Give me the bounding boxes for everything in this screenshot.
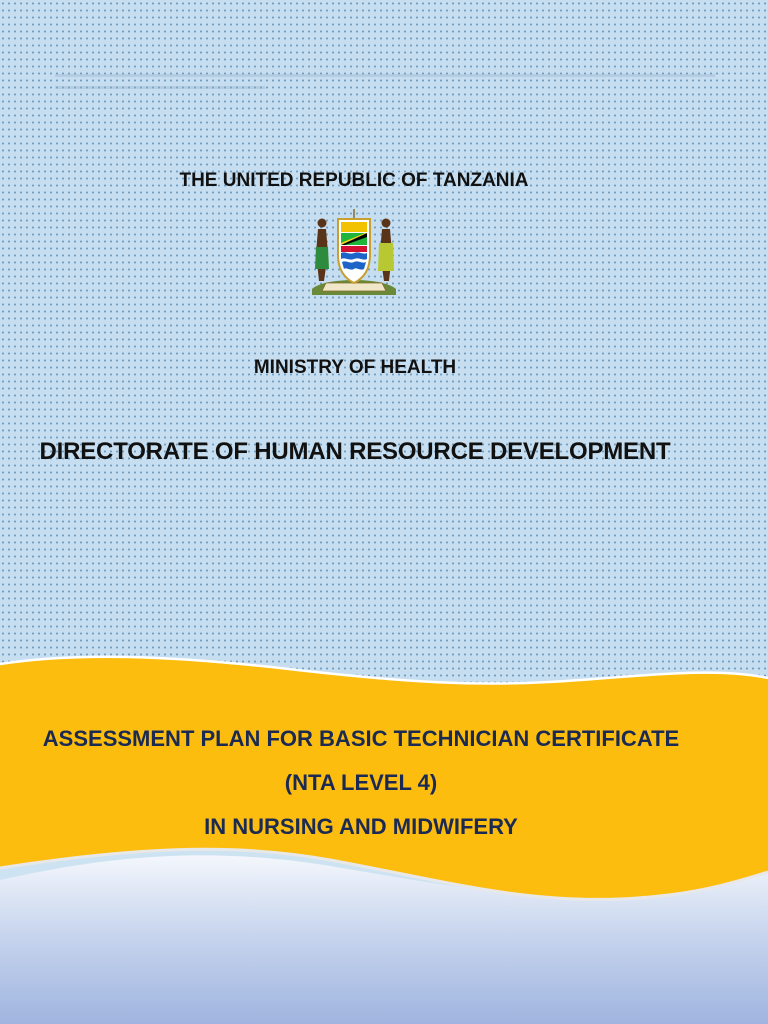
ministry-name: MINISTRY OF HEALTH: [253, 357, 457, 378]
country-name: THE UNITED REPUBLIC OF TANZANIA: [179, 170, 529, 191]
document-title-line-3: IN NURSING AND MIDWIFERY: [204, 814, 518, 839]
coat-of-arms-icon: [304, 207, 404, 299]
document-title-line-2: (NTA LEVEL 4): [284, 770, 438, 795]
document-title-line-1: ASSESSMENT PLAN FOR BASIC TECHNICIAN CERTIFICATE: [42, 726, 680, 751]
directorate-name: DIRECTORATE OF HUMAN RESOURCE DEVELOPMENT: [39, 438, 671, 465]
